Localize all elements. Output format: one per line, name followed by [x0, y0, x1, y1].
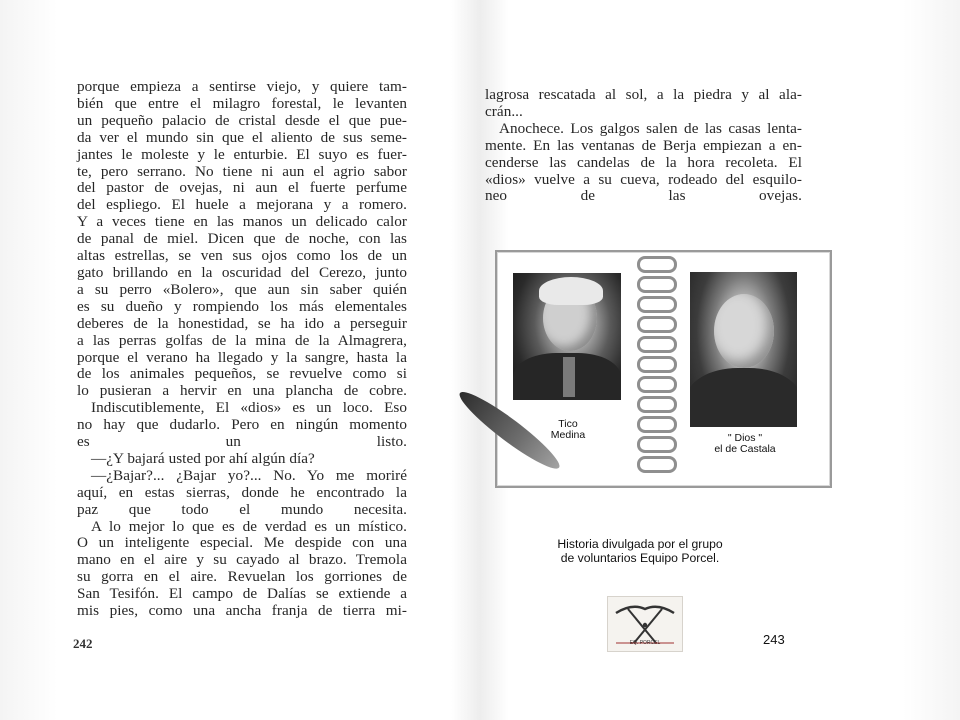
caption-line: Tico — [558, 418, 578, 430]
text-line: de los animales pequeños, se revuelve como si — [77, 365, 407, 383]
text-line: Y a veces tiene en las manos un delicado calor — [77, 213, 407, 231]
text-line: porque el verano ha llegado y la sangre, hasta la — [77, 348, 407, 366]
right-page-text — [485, 87, 802, 205]
text-line: Indiscutiblemente, El «dios» es un loco. Eso — [91, 399, 407, 417]
text-line: mis pies, como una ancha franja de tierra mi- — [77, 602, 407, 620]
text-line: deberes de la honestidad, se ha ido a perseguir — [77, 314, 407, 332]
spiral-binding-icon — [633, 252, 677, 482]
text-line: San Tesifón. El campo de Dalías se extiende a — [77, 585, 407, 603]
text-line: bién que entre el milagro forestal, le levanten — [77, 94, 407, 112]
photo-caption-left — [533, 419, 603, 441]
text-line: te, pero serrano. No tiene ni aun el agrio sabor — [77, 162, 407, 180]
caption-line: " Dios " — [727, 432, 763, 444]
text-line: no hay que dudarlo. Pero en ningún momento — [77, 416, 407, 434]
text-line: gato brillando en la oscuridad del Cerezo, junto — [77, 263, 407, 281]
text-line: es su dueño y rompiendo los más elementales — [77, 297, 407, 315]
page-number-right: 243 — [763, 632, 785, 647]
photo-panel — [495, 250, 832, 488]
text-line: de panal de miel. Dicen que de noche, con las — [77, 230, 407, 248]
text-line: neo de las ovejas. — [485, 187, 802, 205]
text-line: porque empieza a sentirse viejo, y quiere tam- — [77, 78, 407, 95]
credit-line: de voluntarios Equipo Porcel. — [560, 550, 720, 565]
text-line: paz que todo el mundo necesita. — [77, 500, 407, 518]
text-line: A lo mejor lo que es de verdad es un místico. — [91, 517, 407, 535]
text-line: mano en el aire y su cayado al brazo. Tremola — [77, 551, 407, 569]
text-line: «dios» vuelve a su cueva, rodeado del esquilo- — [485, 170, 802, 188]
text-line: mente. En las ventanas de Berja empiezan a en- — [485, 136, 802, 154]
text-line: del espliego. El huele a mejorana y a romero. — [77, 196, 407, 214]
text-line: —¿Bajar?... ¿Bajar yo?... No. Yo me moriré — [91, 466, 407, 484]
text-line: crán... — [485, 102, 523, 120]
portrait-photo-dios — [690, 272, 797, 427]
text-line: O un inteligente especial. Me despide con una — [77, 534, 407, 552]
caption-line: Medina — [550, 429, 586, 441]
photo-caption-right — [702, 433, 788, 455]
caption-line: el de Castala — [714, 443, 776, 455]
text-line: a su perro «Bolero», que aun sin saber quién — [77, 280, 407, 298]
text-line: un pequeño palacio de cristal desde el que pue- — [77, 111, 407, 129]
text-line: altas estrellas, se ven sus ojos como los de un — [77, 247, 407, 265]
credit-line: Historia divulgada por el grupo — [557, 537, 723, 551]
text-line: cenderse las candelas de la hora recoleta. El — [485, 153, 802, 171]
equipo-porcel-logo — [607, 596, 683, 652]
logo-text: EQ. PORCEL — [629, 640, 661, 646]
text-line: lagrosa rescatada al sol, a la piedra y al ala- — [485, 86, 802, 103]
credit-text — [520, 538, 760, 565]
text-line: lo pusieran a hervir en una plancha de cobre. — [77, 382, 407, 400]
text-line: es un listo. — [77, 433, 407, 451]
text-line: a las perras golfas de la mina de la Almagrera, — [77, 331, 407, 349]
text-line: su gorra en el aire. Revuelan los gorriones de — [77, 568, 407, 586]
text-line: da ver el mundo sin que el aliento de sus seme- — [77, 128, 407, 146]
portrait-photo-tico-medina — [513, 273, 621, 400]
text-line: Anochece. Los galgos salen de las casas lenta- — [499, 119, 802, 137]
left-page-text — [77, 79, 407, 620]
text-line: —¿Y bajará usted por ahí algún día? — [91, 449, 315, 467]
right-page — [480, 0, 960, 720]
text-line: jantes le moleste y le enturbie. El suyo es fuer- — [77, 145, 407, 163]
page-number-left: 242 — [73, 636, 93, 651]
text-line: aquí, en estas sierras, donde he encontrado la — [77, 483, 407, 501]
text-line: del pastor de ovejas, ni aun el fuerte perfume — [77, 179, 407, 197]
